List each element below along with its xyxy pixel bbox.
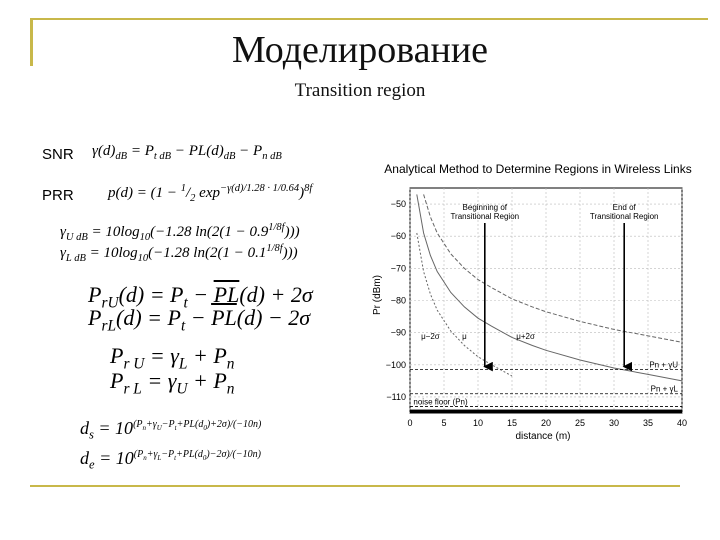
- x-tick-label: 5: [441, 418, 447, 428]
- de-formula: $d_e = 10^{(P_n+\gamma_L-P_t+PL(d_0)-2\sigma)/(-10n)}$: [80, 448, 261, 472]
- series-annotation: μ+2σ: [516, 332, 535, 342]
- prr-label: PRR: [42, 187, 74, 204]
- x-tick-label: 0: [407, 418, 413, 428]
- gamma-l-formula: $\gamma_{L dB} = 10\log_{10}(-1.28$ $\ln(2(1 - 0.1^{1/8f}))$): [60, 243, 298, 264]
- annotation-label: Beginning of: [462, 203, 508, 212]
- series-annotation: μ: [462, 332, 467, 342]
- annotation-label: Transitional Region: [450, 212, 520, 221]
- x-tick-label: 40: [676, 418, 688, 428]
- snr-label: SNR: [42, 146, 74, 163]
- y-tick-label: −80: [390, 295, 406, 306]
- transition-region-chart: [360, 155, 710, 455]
- ds-formula: $d_s = 10^{(P_n+\gamma_U-P_t+PL(d_0)+2\sigma)/(-10n)}$: [80, 418, 262, 442]
- gamma-u-formula: $\gamma_{U dB} = 10\log_{10}(-1.28$ $\ln(2(1 - 0.9^{1/8f}))$): [60, 222, 300, 243]
- annotation-label: End of: [612, 203, 636, 212]
- chart-title: Analytical Method to Determine Regions in Wireless Links: [384, 162, 692, 176]
- x-tick-label: 20: [540, 418, 552, 428]
- x-tick-label: 15: [506, 418, 518, 428]
- pru-gamma-formula: $P_{r U} = \gamma_L + P_n$: [110, 343, 235, 373]
- level-label: Pn + γL: [650, 384, 678, 394]
- prl-formula: $P_{rL}(d) = P_t - \overline{PL}(d) - 2\sigma$: [88, 305, 311, 335]
- x-tick-label: 10: [472, 418, 484, 428]
- y-tick-label: −50: [390, 199, 406, 210]
- level-label: noise floor (Pn): [413, 397, 468, 407]
- y-tick-label: −70: [390, 263, 406, 274]
- slide-title: Моделирование: [231, 29, 489, 71]
- slide-subtitle: Transition region: [294, 80, 426, 101]
- prr-formula: $p(d) = (1 - ^1/_2$ $\exp^{-\gamma(d)/1.28 \cdot 1/0.64})^{8f}$: [108, 183, 313, 204]
- y-tick-label: −90: [390, 327, 406, 338]
- series-annotation: μ−2σ: [421, 332, 440, 342]
- level-label: Pn + γU: [649, 360, 678, 370]
- y-axis-label: Pr (dBm): [372, 275, 383, 315]
- annotation-label: Transitional Region: [589, 212, 659, 221]
- x-axis-label: distance (m): [515, 431, 571, 442]
- top-rule: [30, 18, 708, 20]
- prl-gamma-formula: $P_{r L} = \gamma_U + P_n$: [110, 368, 235, 398]
- snr-formula: $\gamma(d)_{dB} = P_{t dB} - PL(d)_{dB} - P_{n dB}$: [92, 143, 282, 162]
- y-tick-label: −60: [390, 231, 406, 242]
- x-tick-label: 25: [574, 418, 586, 428]
- x-tick-label: 35: [642, 418, 654, 428]
- bottom-rule: [30, 485, 680, 487]
- noise-floor-band: [410, 410, 682, 413]
- y-tick-label: −110: [386, 391, 406, 402]
- pru-formula: $P_{rU}(d) = P_t - \overline{PL}(d) + 2\sigma$: [88, 282, 313, 312]
- y-tick-label: −100: [385, 359, 406, 370]
- x-tick-label: 30: [608, 418, 620, 428]
